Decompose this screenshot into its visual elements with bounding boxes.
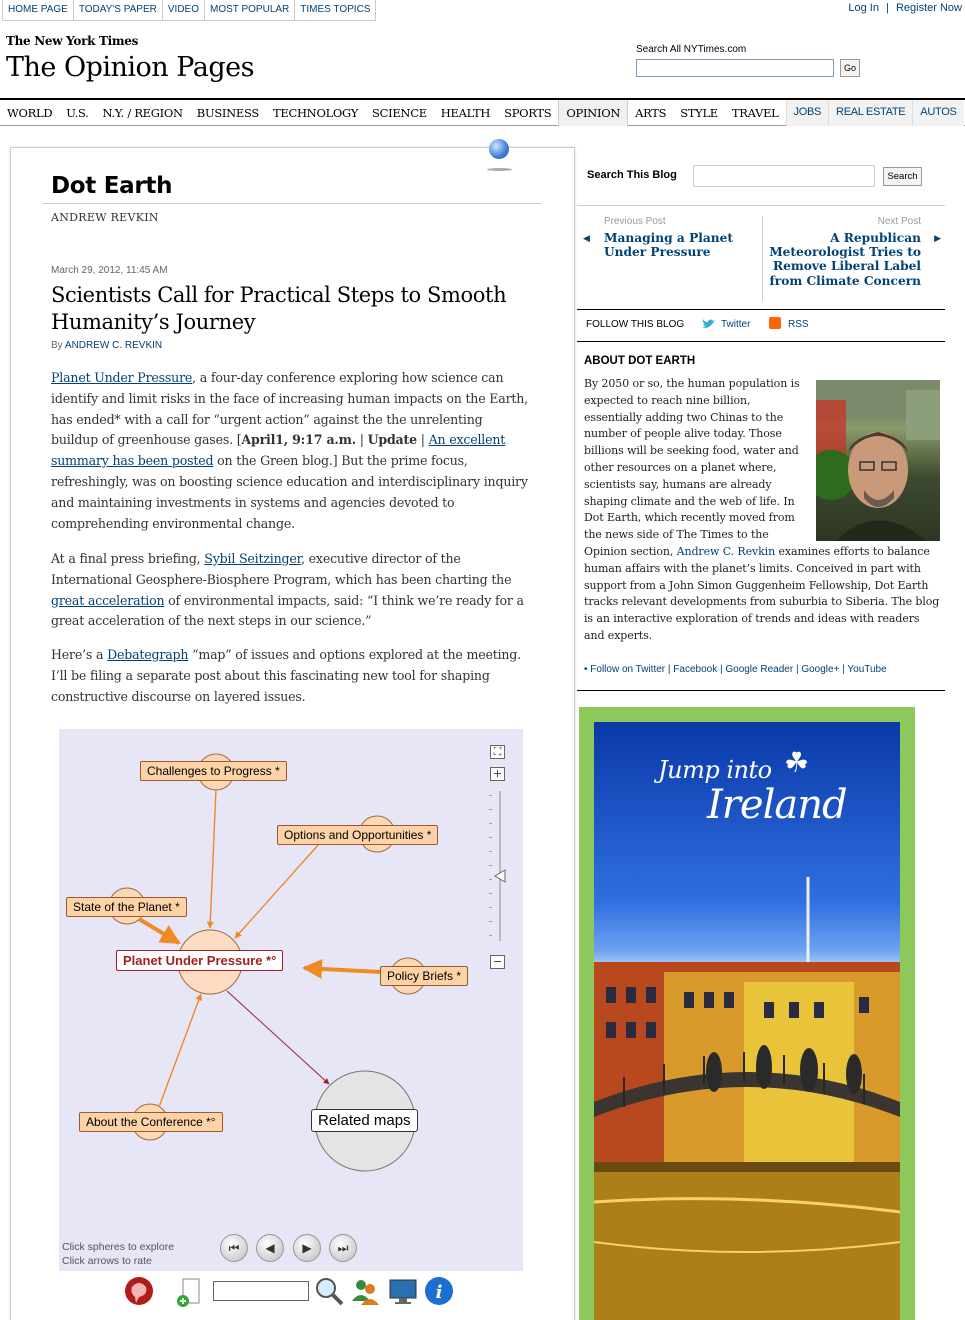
next-post-link[interactable]: A Republican Meteorologist Tries to Remove Liberal Label from Climate Concern xyxy=(769,231,921,288)
map-hint-rate: Click arrows to rate xyxy=(62,1255,152,1267)
last-button[interactable] xyxy=(329,1234,357,1262)
top-nav-video[interactable]: VIDEO xyxy=(163,0,205,20)
first-button[interactable] xyxy=(220,1234,248,1262)
new-document-icon[interactable] xyxy=(175,1275,207,1307)
great-acceleration-link[interactable]: great acceleration xyxy=(51,592,165,608)
nav-technology[interactable]: TECHNOLOGY xyxy=(272,106,359,120)
rss-icon[interactable] xyxy=(769,317,781,329)
zoom-slider-ticks xyxy=(489,795,492,936)
twitter-link[interactable]: Twitter xyxy=(721,319,751,330)
about-title: ABOUT DOT EARTH xyxy=(584,355,696,367)
main-nav xyxy=(0,98,965,126)
go-button[interactable]: Go xyxy=(840,59,860,77)
arrow-related xyxy=(227,991,329,1084)
users-icon[interactable] xyxy=(349,1275,381,1307)
follow-links[interactable]: • Follow on Twitter | Facebook | Google Reader | Google+ | YouTube xyxy=(584,664,887,675)
node-state-of-the-planet[interactable]: State of the Planet * xyxy=(66,897,187,917)
post-navigation xyxy=(577,205,945,310)
p1-text-1: , a four-day conference exploring how science can identify and limit risks in the face of increasing human impacts on the Earth, has ended* with a call for “urgent action” against the the unrelenting buildup of greenhouse gases. [ xyxy=(51,370,528,448)
debategraph-map[interactable] xyxy=(59,729,523,1271)
next-post-label: Next Post xyxy=(877,216,921,227)
p2-text-3: of environmental impacts, said: “I think we’re ready for a great acceleration of the next steps in our science.” xyxy=(51,592,524,629)
arrow-about xyxy=(159,994,201,1107)
top-nav-todays-paper[interactable]: TODAY'S PAPER xyxy=(74,0,163,20)
follow-label: FOLLOW THIS BLOG xyxy=(586,319,685,330)
p3-text-2: “map” of issues and options explored at the meeting. I’ll be filing a separate post about this fascinating new tool for shaping constructive discourse on layered issues. xyxy=(51,647,521,704)
post-paragraph-3 xyxy=(51,645,531,707)
about-text-2: examines efforts to balance human affairs with the planet’s limits. Conceived in part with support from a John Simon Guggenheim Fellowship, Dot Earth tracks relevant developments from suburbia to Siberia. The blog is an interactive exploration of trends and ideas with readers and experts. xyxy=(584,544,940,642)
nyt-logo[interactable]: The New York Times xyxy=(6,34,139,48)
byline xyxy=(51,340,162,351)
byline-author-link[interactable]: ANDREW C. REVKIN xyxy=(64,340,163,351)
node-options-and-opportunities[interactable]: Options and Opportunities * xyxy=(277,825,438,845)
andrew-revkin-link[interactable]: Andrew C. Revkin xyxy=(676,544,776,558)
p2-text-1: At a final press briefing, xyxy=(51,551,205,566)
search-icon[interactable] xyxy=(313,1275,345,1307)
node-about-the-conference[interactable]: About the Conference *° xyxy=(79,1112,223,1132)
update-word: Update xyxy=(367,432,417,448)
section-title[interactable]: The Opinion Pages xyxy=(6,52,254,83)
arrow-challenges xyxy=(210,789,216,928)
p1-sep-2: | xyxy=(416,432,429,448)
author-photo-art xyxy=(816,380,940,541)
debategraph-link[interactable]: Debategraph xyxy=(107,647,189,662)
forward-button[interactable] xyxy=(293,1234,321,1262)
next-arrow-icon[interactable]: ▶ xyxy=(934,234,941,244)
post-paragraph-2 xyxy=(51,549,531,632)
skip-forward-icon: ⏭ xyxy=(337,1241,349,1255)
prev-arrow-icon[interactable]: ◀ xyxy=(583,234,590,244)
auth-links xyxy=(844,2,962,14)
ad-inner[interactable] xyxy=(594,722,900,1320)
summary-link[interactable]: An excellent summary has been posted xyxy=(51,432,506,469)
back-button[interactable] xyxy=(256,1234,284,1262)
p1-text-2: on the Green blog.] But the prime focus, refreshingly, was on boosting science education and interdisciplinary inquiry and maintaining investments in systems and agencies devoted to comprehending environmental change. xyxy=(51,453,528,531)
nav-world[interactable]: WORLD xyxy=(7,106,53,120)
post-date: March 29, 2012, 11:45 AM xyxy=(51,265,168,276)
ad-headline-line1: Jump into xyxy=(658,756,772,784)
zoom-out-button[interactable]: − xyxy=(490,955,505,969)
ad-headline-line2: Ireland xyxy=(707,782,847,828)
globe-shadow xyxy=(487,168,512,171)
nav-sports[interactable]: SPORTS xyxy=(504,106,552,120)
p1-sep-1: | xyxy=(355,432,368,448)
node-challenges-to-progress[interactable]: Challenges to Progress * xyxy=(140,761,287,781)
map-graph xyxy=(59,729,523,1271)
nav-us[interactable]: U.S. xyxy=(66,106,89,120)
p3-text-1: Here’s a xyxy=(51,647,108,662)
nav-autos[interactable]: AUTOS xyxy=(912,100,963,126)
top-nav-times-topics[interactable]: TIMES TOPICS xyxy=(300,4,371,15)
node-planet-under-pressure[interactable]: Planet Under Pressure *° xyxy=(116,950,283,971)
nav-jobs[interactable]: JOBS xyxy=(786,100,829,126)
play-icon: ▶ xyxy=(302,1241,312,1255)
p2-text-2: , executive director of the International Geosphere-Biosphere Program, which has been charting the xyxy=(51,551,512,587)
nav-style[interactable]: STYLE xyxy=(680,106,718,120)
fullscreen-button[interactable]: ⛶ xyxy=(490,745,505,759)
zoom-in-button[interactable]: + xyxy=(490,767,505,781)
post-paragraph-1 xyxy=(51,368,531,534)
nav-business[interactable]: BUSINESS xyxy=(196,106,259,120)
search-all-label: Search All NYTimes.com xyxy=(636,44,747,55)
search-blog-input[interactable] xyxy=(693,165,875,187)
debategraph-logo-icon[interactable] xyxy=(123,1275,155,1307)
search-blog-button[interactable]: Search xyxy=(883,167,922,186)
prev-post-link[interactable]: Managing a Planet Under Pressure xyxy=(604,231,733,259)
top-nav-most-popular[interactable]: MOST POPULAR xyxy=(205,0,295,20)
node-policy-briefs[interactable]: Policy Briefs * xyxy=(380,966,468,986)
sybil-seitzinger-link[interactable]: Sybil Seitzinger xyxy=(204,551,302,566)
blog-title[interactable]: Dot Earth xyxy=(51,173,173,199)
monitor-icon[interactable] xyxy=(387,1275,419,1307)
login-link[interactable]: Log In xyxy=(848,2,879,14)
blog-author: ANDREW REVKIN xyxy=(51,211,159,224)
nav-travel[interactable]: TRAVEL xyxy=(731,106,779,120)
globe-icon xyxy=(489,139,509,159)
author-photo xyxy=(816,380,940,541)
skip-back-icon: ⏮ xyxy=(228,1241,240,1255)
nav-ny-region[interactable]: N.Y. / REGION xyxy=(102,106,183,120)
map-hint-explore: Click spheres to explore xyxy=(62,1241,175,1253)
ad-jump-into-ireland[interactable] xyxy=(579,707,915,1320)
auth-separator: | xyxy=(886,2,889,14)
about-divider xyxy=(577,690,945,691)
follow-bar xyxy=(577,312,945,342)
register-link[interactable]: Register Now xyxy=(895,2,962,14)
post-headline: Scientists Call for Practical Steps to Smooth Humanity’s Journey xyxy=(51,283,507,334)
search-blog-label: Search This Blog xyxy=(587,169,677,181)
nav-science[interactable]: SCIENCE xyxy=(372,106,427,120)
about-text-1: By 2050 or so, the human population is expected to reach nine billion, essentially adding two Chinas to the number of people alive today. Those billions will be seeking food, water and other resources on a planet where, scientists say, humans are already shaping climate and the web of life. In Dot Earth, which recently moved from the news side of The Times to the Opinion section, xyxy=(584,377,800,558)
nav-arts[interactable]: ARTS xyxy=(635,106,667,120)
nav-health[interactable]: HEALTH xyxy=(440,106,491,120)
shamrock-icon: ☘ xyxy=(784,746,810,779)
arrow-policy xyxy=(304,968,381,972)
arrow-options xyxy=(235,844,319,938)
planet-under-pressure-link[interactable]: Planet Under Pressure xyxy=(51,370,193,385)
twitter-icon[interactable] xyxy=(702,318,716,329)
node-related-maps[interactable]: Related maps xyxy=(311,1109,418,1132)
blog-title-divider xyxy=(43,203,541,204)
map-search-input[interactable] xyxy=(213,1281,309,1301)
rss-link[interactable]: RSS xyxy=(788,319,809,330)
update-time: April1, 9:17 a.m. xyxy=(241,432,356,448)
map-toolbar xyxy=(123,1273,463,1309)
nav-opinion[interactable]: OPINION xyxy=(558,100,628,126)
top-nav xyxy=(2,0,376,21)
top-nav-home-page[interactable]: HOME PAGE xyxy=(3,0,74,20)
arrow-state xyxy=(139,919,179,943)
byline-prefix: By xyxy=(51,340,63,351)
nav-real-estate[interactable]: REAL ESTATE xyxy=(828,100,912,126)
play-back-icon: ◀ xyxy=(265,1241,275,1255)
svg-text:i: i xyxy=(435,1282,443,1303)
prev-post-label: Previous Post xyxy=(604,216,666,227)
search-all-input[interactable] xyxy=(636,59,834,77)
info-icon[interactable] xyxy=(423,1275,455,1307)
